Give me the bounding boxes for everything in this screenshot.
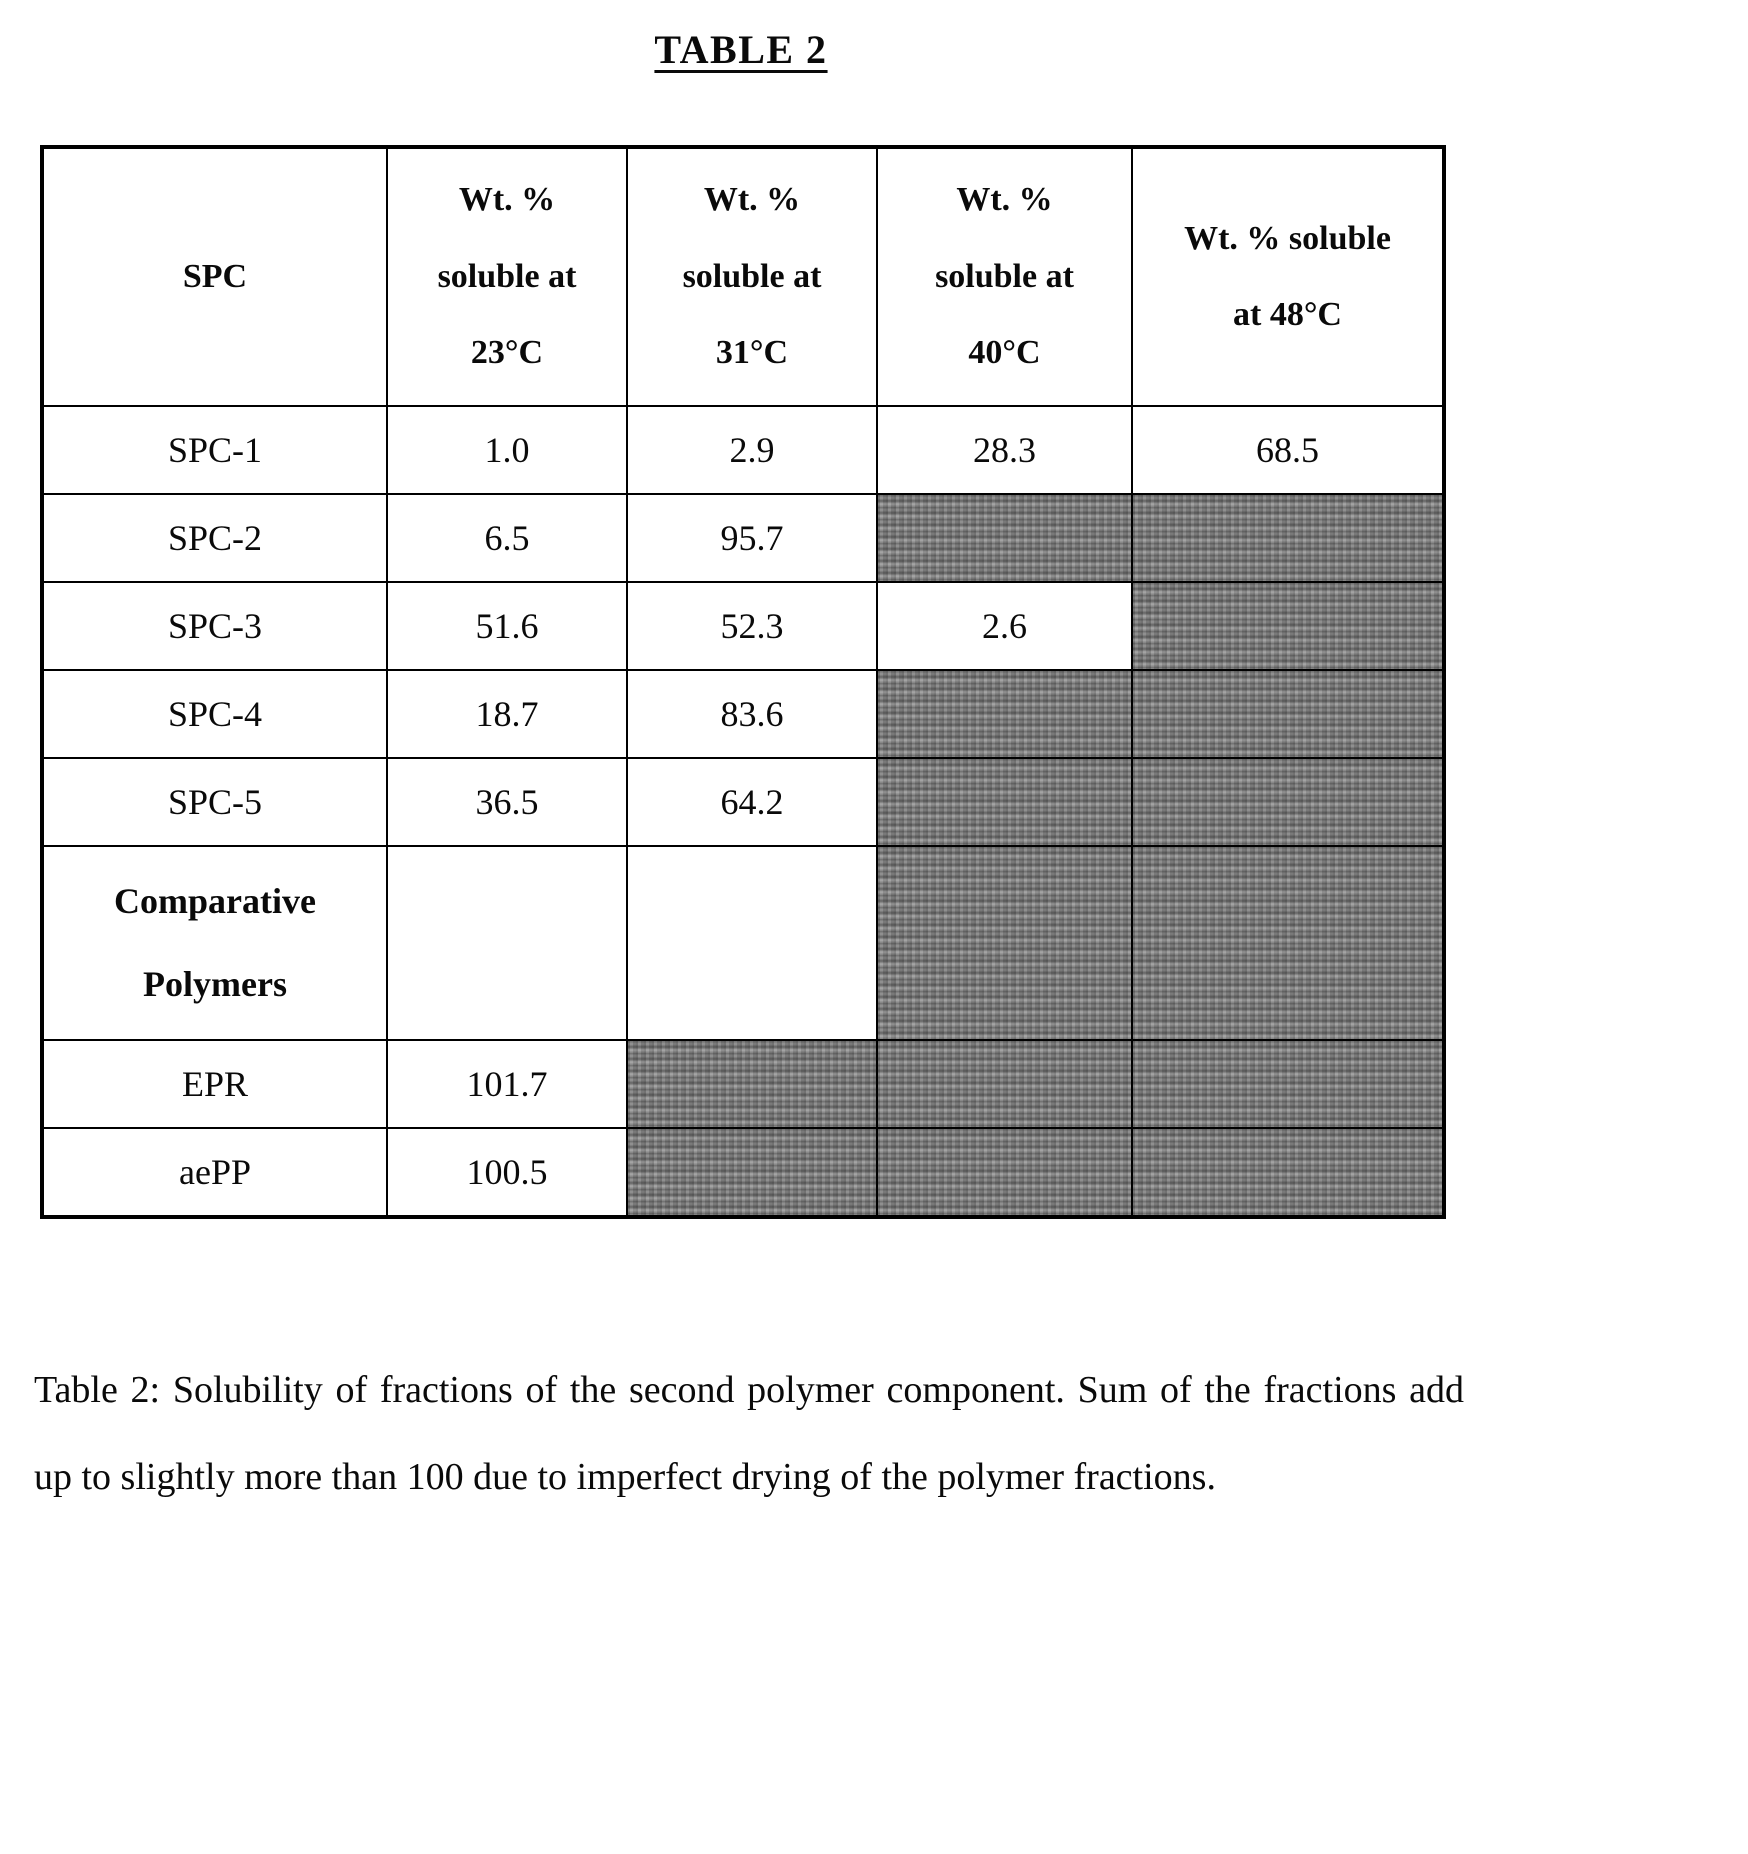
value-cell: 101.7	[387, 1040, 627, 1128]
row-label: Comparative Polymers	[42, 846, 387, 1040]
table-title: TABLE 2	[654, 27, 828, 72]
shaded-cell	[1132, 758, 1444, 846]
table-row	[42, 1040, 1444, 1128]
table-row	[42, 670, 1444, 758]
row-label: aePP	[42, 1128, 387, 1217]
row-label: EPR	[42, 1040, 387, 1128]
table-row	[42, 1128, 1444, 1217]
shaded-cell	[877, 1128, 1132, 1217]
header-cell-23c: Wt. % soluble at 23°C	[387, 147, 627, 406]
header-cell-40c: Wt. % soluble at 40°C	[877, 147, 1132, 406]
header-cell-spc: SPC	[42, 147, 387, 406]
value-cell: 64.2	[627, 758, 877, 846]
solubility-table	[40, 145, 1446, 1219]
shaded-cell	[877, 670, 1132, 758]
table-row	[42, 406, 1444, 494]
shaded-cell	[877, 494, 1132, 582]
shaded-cell	[877, 846, 1132, 1040]
value-cell	[627, 846, 877, 1040]
shaded-cell	[627, 1128, 877, 1217]
table-row	[42, 846, 1444, 1040]
value-cell: 83.6	[627, 670, 877, 758]
shaded-cell	[1132, 670, 1444, 758]
shaded-cell	[1132, 494, 1444, 582]
table-row	[42, 582, 1444, 670]
value-cell: 51.6	[387, 582, 627, 670]
shaded-cell	[1132, 846, 1444, 1040]
row-label: SPC-4	[42, 670, 387, 758]
header-cell-48c: Wt. % soluble at 48°C	[1132, 147, 1444, 406]
value-cell: 6.5	[387, 494, 627, 582]
shaded-cell	[627, 1040, 877, 1128]
row-label: SPC-2	[42, 494, 387, 582]
shaded-cell	[1132, 1128, 1444, 1217]
value-cell: 52.3	[627, 582, 877, 670]
value-cell: 68.5	[1132, 406, 1444, 494]
value-cell: 28.3	[877, 406, 1132, 494]
shaded-cell	[1132, 1040, 1444, 1128]
value-cell: 36.5	[387, 758, 627, 846]
value-cell: 18.7	[387, 670, 627, 758]
shaded-cell	[877, 758, 1132, 846]
value-cell: 2.9	[627, 406, 877, 494]
table-body	[42, 406, 1444, 1217]
header-row	[42, 147, 1444, 406]
table-caption: Table 2: Solubility of fractions of the second polymer component. Sum of the fractions add up to slightly more than 100 due to imperfect drying of the polymer fractions.	[34, 1369, 1464, 1499]
header-cell-31c: Wt. % soluble at 31°C	[627, 147, 877, 406]
row-label: SPC-5	[42, 758, 387, 846]
value-cell: 100.5	[387, 1128, 627, 1217]
table-header	[42, 147, 1444, 406]
row-label: SPC-1	[42, 406, 387, 494]
value-cell	[387, 846, 627, 1040]
value-cell: 1.0	[387, 406, 627, 494]
table-row	[42, 758, 1444, 846]
shaded-cell	[877, 1040, 1132, 1128]
table-row	[42, 494, 1444, 582]
value-cell: 2.6	[877, 582, 1132, 670]
value-cell: 95.7	[627, 494, 877, 582]
shaded-cell	[1132, 582, 1444, 670]
row-label: SPC-3	[42, 582, 387, 670]
